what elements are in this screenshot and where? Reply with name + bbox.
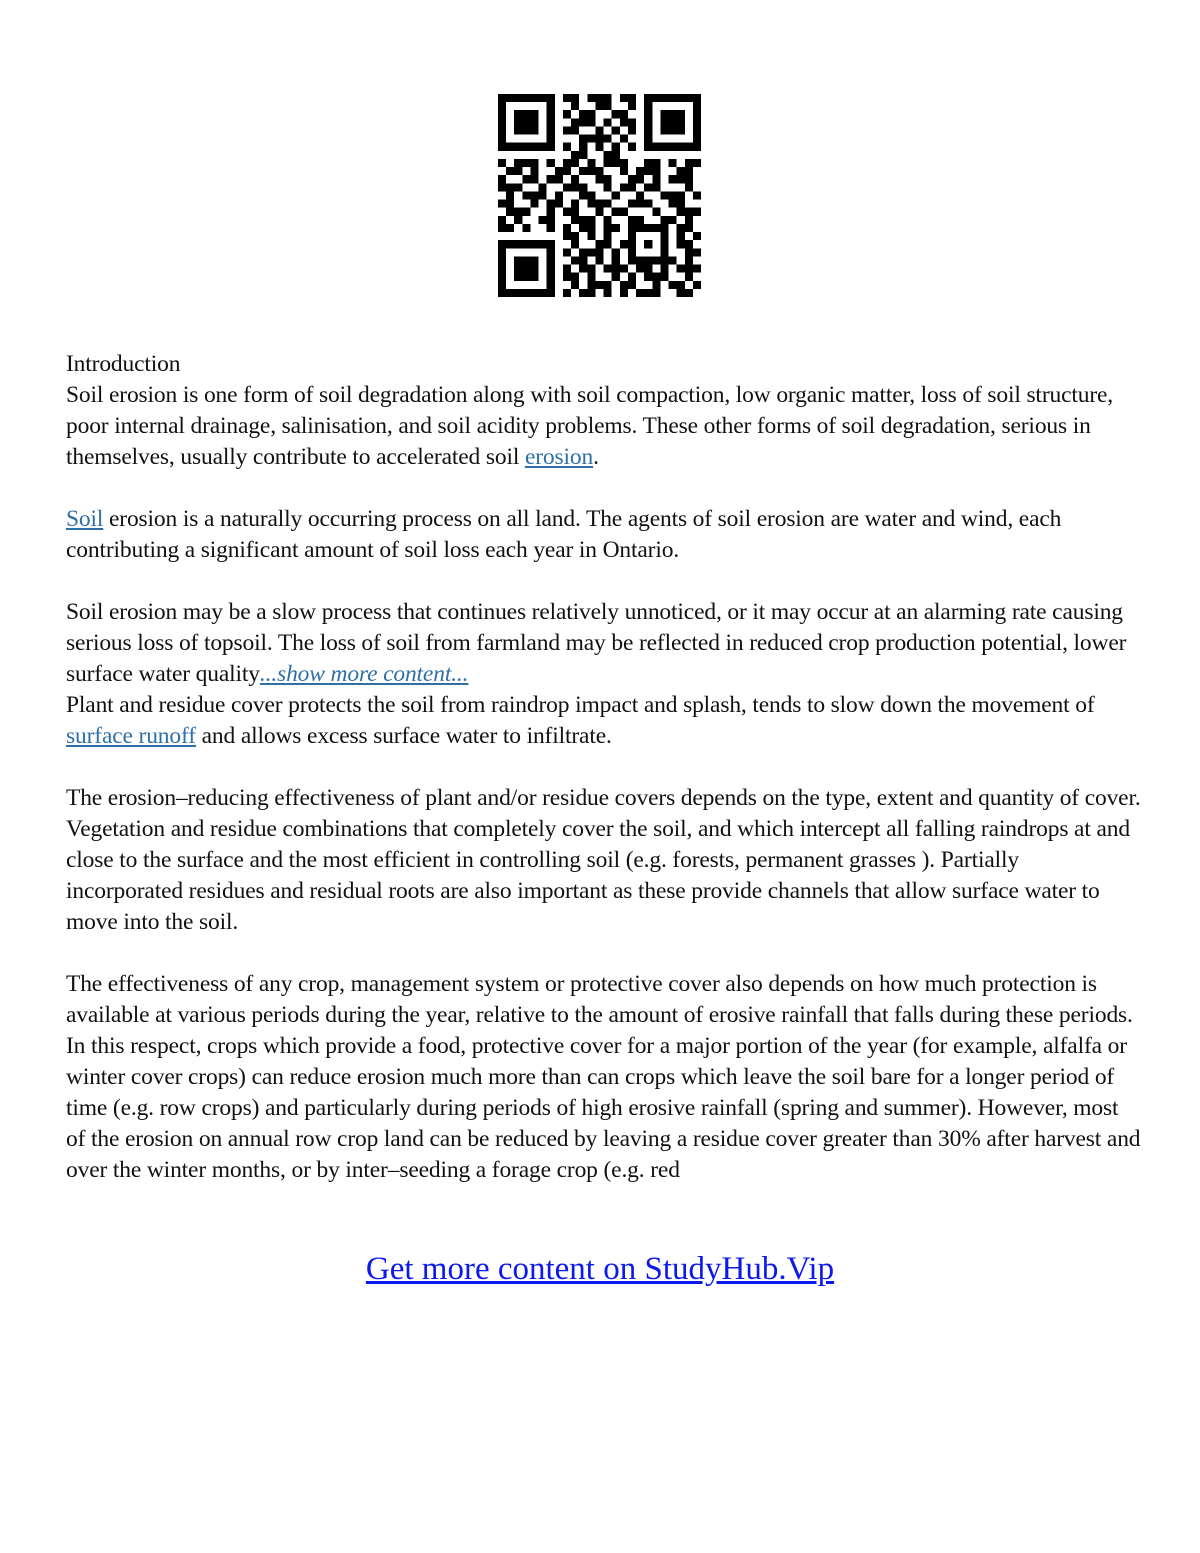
soil-paragraph-text: erosion is a naturally occurring process on all land. The agents of soil erosion are water and wind, each contributing a significant amount of soil loss each year in Ontario. bbox=[66, 506, 1062, 563]
intro-heading: Introduction bbox=[66, 351, 181, 377]
soil-paragraph bbox=[66, 504, 1141, 566]
footer bbox=[0, 1249, 1200, 1289]
intro-text: Soil erosion is one form of soil degradation along with soil compaction, low organic matter, loss of soil structure, poor internal drainage, salinisation, and soil acidity problems. These other forms of soil degradation, serious in themselves, usually contribute to accelerated soil bbox=[66, 382, 1114, 470]
studyhub-link[interactable]: Get more content on StudyHub.Vip bbox=[365, 1251, 835, 1287]
qr-code-icon bbox=[498, 94, 701, 297]
document-body bbox=[66, 349, 1141, 1186]
show-more-link[interactable]: ...show more content... bbox=[259, 661, 469, 687]
soil-link[interactable]: Soil bbox=[66, 506, 104, 532]
plant-cover-text-end: and allows excess surface water to infiltrate. bbox=[195, 723, 612, 749]
surface-runoff-link[interactable]: surface runoff bbox=[66, 723, 196, 749]
plant-cover-text: Plant and residue cover protects the soil from raindrop impact and splash, tends to slow down the movement of bbox=[66, 692, 1095, 718]
intro-end: . bbox=[593, 444, 599, 470]
erosion-link[interactable]: erosion bbox=[524, 444, 594, 470]
effectiveness-paragraph: The erosion–reducing effectiveness of plant and/or residue covers depends on the type, extent and quantity of cover. Vegetation and residue combinations that completely cover the soil, and which intercept all falling raindrops at and close to the surface and the most efficient in controlling soil (e.g. forests, permanent grasses ). Partially incorporated residues and residual roots are also important as these provide channels that allow surface water to move into the soil. bbox=[66, 785, 1141, 935]
slow-process-paragraph bbox=[66, 597, 1141, 752]
crop-protection-paragraph: The effectiveness of any crop, management system or protective cover also depends on how much protection is available at various periods during the year, relative to the amount of erosive rainfall that falls during these periods. In this respect, crops which provide a food, protective cover for a major portion of the year (for example, alfalfa or winter cover crops) can reduce erosion much more than can crops which leave the soil bare for a longer period of time (e.g. row crops) and particularly during periods of high erosive rainfall (spring and summer). However, most of the erosion on annual row crop land can be reduced by leaving a residue cover greater than 30% after harvest and over the winter months, or by inter–seeding a forage crop (e.g. red bbox=[66, 971, 1141, 1183]
intro-paragraph bbox=[66, 349, 1141, 473]
slow-process-text: Soil erosion may be a slow process that continues relatively unnoticed, or it may occur at an alarming rate causing serious loss of topsoil. The loss of soil from farmland may be reflected in reduced crop production potential, lower surface water quality bbox=[66, 599, 1127, 687]
